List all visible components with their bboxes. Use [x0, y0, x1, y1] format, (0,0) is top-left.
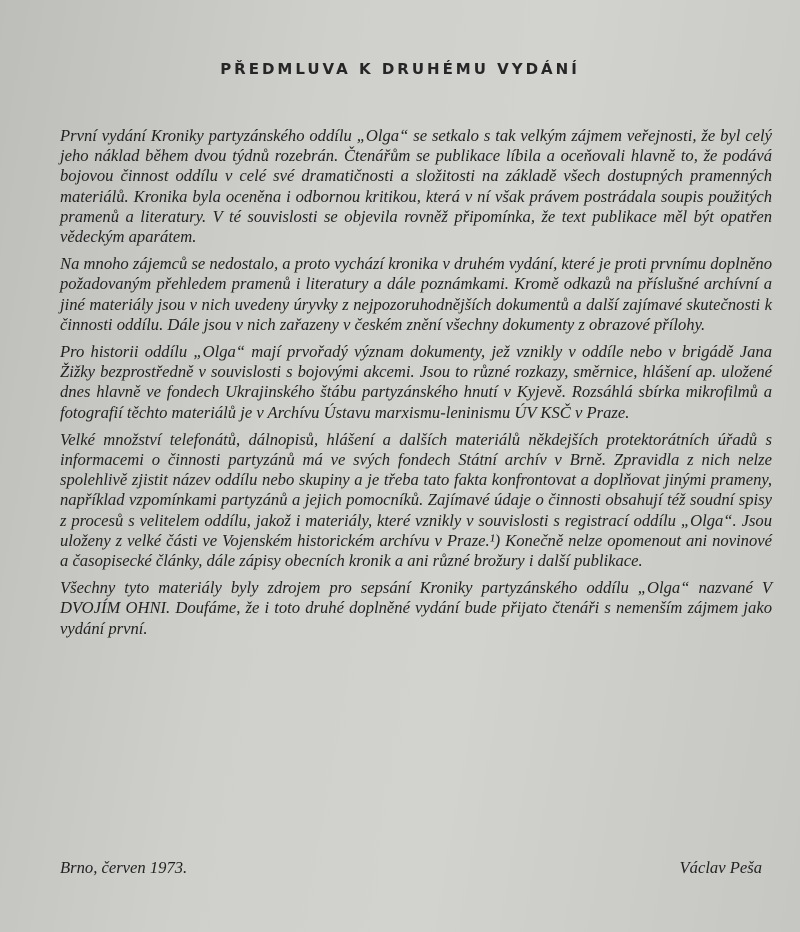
signoff [60, 858, 762, 878]
paragraph-1: První vydání Kroniky partyzánského oddílu „Olga“ se setkalo s tak velkým zájmem veřejnosti, že byl celý jeho náklad během dvou týdnů rozebrán. Čtenářům se publikace líbila a oceňovali hlavně to, že podává bojovou činnost oddílu v celé své dramatičnosti a složitosti na základě všech dostupných pramenných materiálů. Kronika byla oceněna i odbornou kritikou, která v ní však právem postrádala soupis použitých pramenů a literatury. V té souvislosti se objevila rovněž připomínka, že text publikace měl být opatřen vědeckým aparátem. [60, 126, 772, 247]
paragraph-2: Na mnoho zájemců se nedostalo, a proto vychází kronika v druhém vydání, které je proti prvnímu doplněno požadovaným přehledem pramenů i literatury a dále poznámkami. Kromě odkazů na příslušné archívní a jiné materiály jsou v nich uvedeny úryvky z nejpozoruhodnějších dokumentů a další zajímavé skutečnosti k činnosti oddílu. Dále jsou v nich zařazeny v českém znění všechny dokumenty z obrazové přílohy. [60, 254, 772, 334]
paragraph-5: Všechny tyto materiály byly zdrojem pro sepsání Kroniky partyzánského oddílu „Olga“ nazvané V DVOJÍM OHNI. Doufáme, že i toto druhé doplněné vydání bude přijato čtenáři s nemenším zájmem jako vydání první. [60, 578, 772, 638]
preface-body [60, 126, 772, 646]
paragraph-4: Velké množství telefonátů, dálnopisů, hlášení a dalších materiálů někdejších protektorátních úřadů s informacemi o činnosti partyzánů má ve svých fondech Státní archív v Brně. Zpravidla z nich nelze spolehlivě zjistit název oddílu nebo skupiny a je třeba tato fakta konfrontovat a doplňovat jinými prameny, například vzpomínkami partyzánů a jejich pomocníků. Zajímavé údaje o činnosti obsahují též soudní spisy z procesů s velitelem oddílu, jakož i materiály, které vznikly v souvislosti s registrací oddílu „Olga“. Jsou uloženy z velké části ve Vojenském historickém archívu v Praze.¹) Konečně nelze opomenout ani novinové a časopisecké články, dále zápisy obecních kronik a ani různé brožury i další publikace. [60, 429, 772, 571]
place-date: Brno, červen 1973. [60, 858, 188, 877]
paragraph-3: Pro historii oddílu „Olga“ mají prvořadý význam dokumenty, jež vznikly v oddíle nebo v brigádě Jana Žižky bezprostředně v souvislosti s bojovými akcemi. Jsou to různé rozkazy, směrnice, hlášení ap. uložené dnes hlavně ve fondech Ukrajinského štábu partyzánského hnutí v Kyjevě. Rozsáhlá sbírka mikrofilmů a fotografií těchto materiálů je v Archívu Ústavu marxismu-leninismu ÚV KSČ v Praze. [60, 342, 772, 422]
author-name: Václav Peša [679, 858, 762, 877]
page-title: PŘEDMLUVA K DRUHÉMU VYDÁNÍ [220, 60, 580, 78]
